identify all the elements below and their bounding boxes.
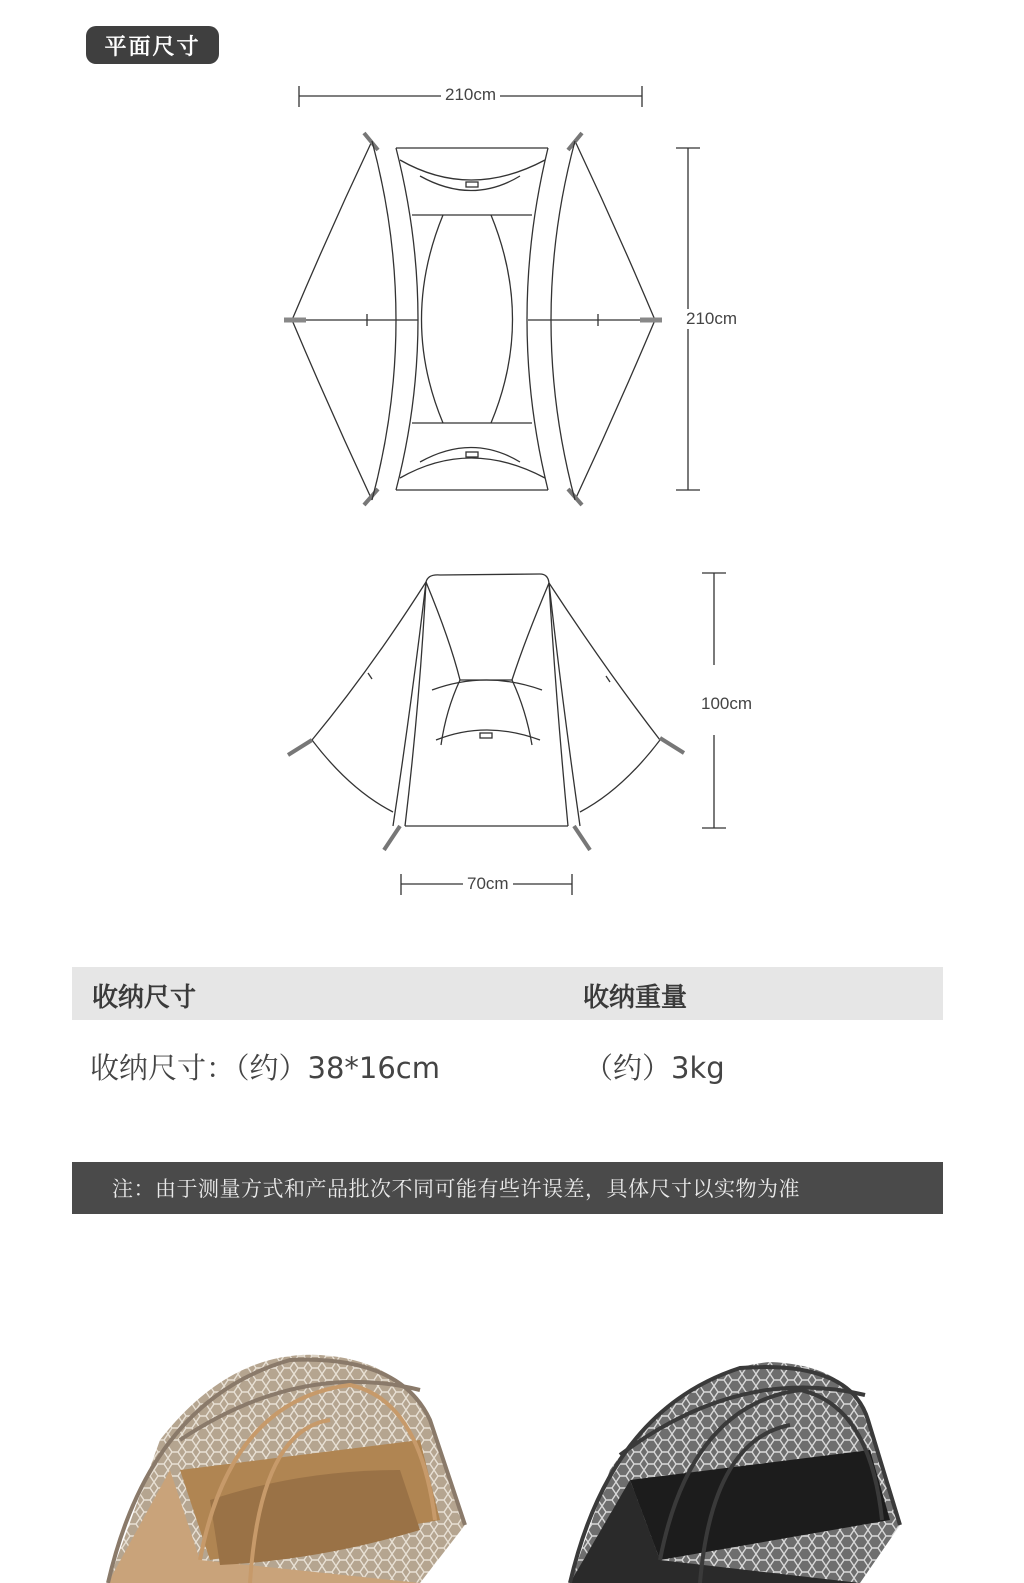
section-title-badge: 平面尺寸	[86, 26, 219, 64]
tent-product-black	[570, 1362, 900, 1583]
side-width-label: 70cm	[463, 874, 513, 894]
side-height-label: 100cm	[697, 694, 756, 714]
tent-product-tan	[108, 1355, 465, 1583]
packed-weight-header: 收纳重量	[583, 983, 688, 1013]
disclaimer-note: 注：由于测量方式和产品批次不同可能有些许误差，具体尺寸以实物为准	[72, 1162, 943, 1214]
packed-size-value: 收纳尺寸：（约）38*16cm	[90, 1051, 440, 1085]
specs-table-header	[72, 967, 943, 1020]
packed-weight-value: （约）3kg	[584, 1051, 725, 1085]
packed-size-header: 收纳尺寸	[92, 983, 197, 1013]
tent-top-view	[284, 133, 662, 505]
top-width-label: 210cm	[441, 85, 500, 105]
tent-side-view	[288, 574, 684, 850]
top-depth-label: 210cm	[682, 309, 741, 329]
